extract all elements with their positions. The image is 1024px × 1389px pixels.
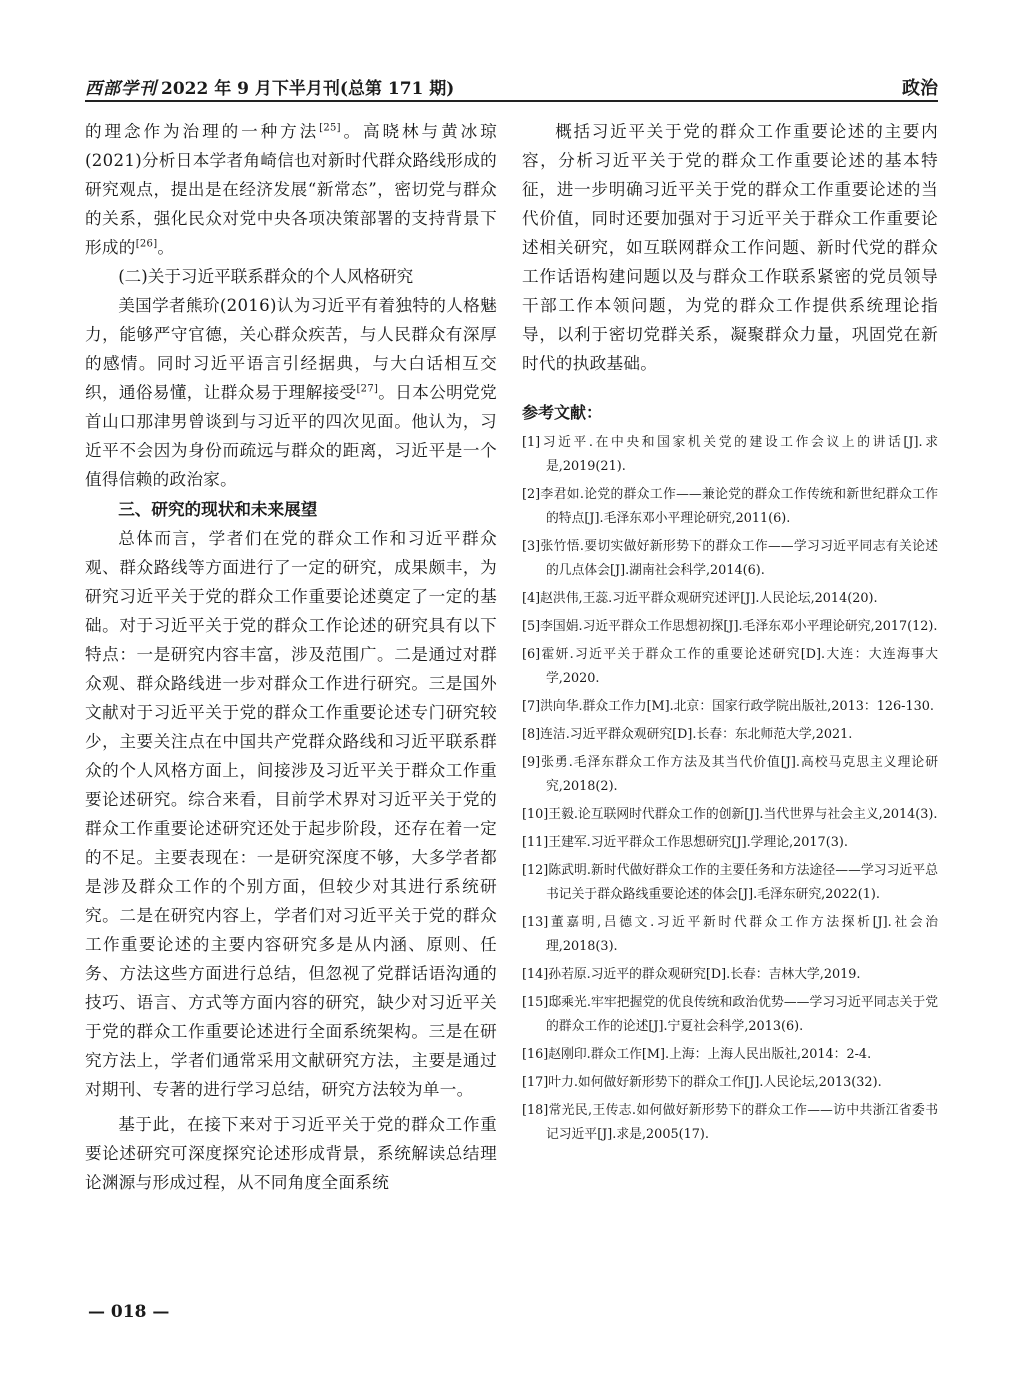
section-label: 政治 [902,78,938,99]
reference-item: [5]李国娟.习近平群众工作思想初探[J].毛泽东邓小平理论研究,2017(12). [522,619,938,634]
page-number: — 018 — [88,1302,170,1322]
reference-item: [4]赵洪伟,王蕊.习近平群众观研究述评[J].人民论坛,2014(20). [522,591,878,606]
reference-item: [14]孙若原.习近平的群众观研究[D].长春：吉林大学,2019. [522,967,861,982]
reference-item: [11]王建军.习近平群众工作思想研究[J].学理论,2017(3). [522,835,848,850]
reference-item: [2]李君如.论党的群众工作——兼论党的群众工作传统和新世纪群众工作的特点[J].毛泽东邓小平理论研究,2011(6). [522,487,938,526]
paragraph-5: 概括习近平关于党的群众工作重要论述的主要内容，分析习近平关于党的群众工作重要论述的基本特征，进一步明确习近平关于党的群众工作重要论述的当代价值，同时还要加强对于习近平关于群众工作重要论述相关研究，如互联网群众工作问题、新时代党的群众工作话语构建问题以及与群众工作联系紧密的党员领导干部工作本领问题，为党的群众工作提供系统理论指导，以利于密切党群关系，凝聚群众力量，巩固党在新时代的执政基础。 [522,122,938,373]
reference-item: [16]赵刚印.群众工作[M].上海：上海人民出版社,2014：2-4. [522,1047,872,1062]
right-column [522,117,938,1151]
left-column [85,117,497,1197]
section-heading-3: 三、研究的现状和未来展望 [118,499,318,519]
paragraph-1 [85,117,497,262]
paragraph-3: 总体而言，学者们在党的群众工作和习近平群众观、群众路线等方面进行了一定的研究，成果颇丰，为研究习近平关于党的群众工作重要论述奠定了一定的基础。对于习近平关于党的群众工作论述的研究具有以下特点：一是研究内容丰富，涉及范围广。二是通过对群众观、群众路线进一步对群众工作进行研究。三是国外文献对于习近平关于党的群众工作重要论述专门研究较少，主要关注点在中国共产党群众路线和习近平联系群众的个人风格方面上，间接涉及习近平关于群众工作重要论述研究。综合来看，目前学术界对习近平关于党的群众工作重要论述研究还处于起步阶段，还存在着一定的不足。主要表现在：一是研究深度不够，大多学者都是涉及群众工作的个别方面，但较少对其进行系统研究。二是在研究内容上，学者们对习近平关于党的群众工作重要论述的主要内容研究多是从内涵、原则、任务、方法这些方面进行总结，但忽视了党群话语沟通的技巧、语言、方式等方面内容的研究，缺少对习近平关于党的群众工作重要论述进行全面系统架构。三是在研究方法上，学者们通常采用文献研究方法，主要是通过对期刊、专著的进行学习总结，研究方法较为单一。 [85,529,497,1099]
reference-item: [15]邸乘光.牢牢把握党的优良传统和政治优势——学习习近平同志关于党的群众工作的论述[J].宁夏社会科学,2013(6). [522,995,938,1034]
paragraph-1-text: 的理念作为治理的一种方法 [85,122,320,141]
reference-item: [18]常光民,王传志.如何做好新形势下的群众工作——访中共浙江省委书记习近平[J].求是,2005(17). [522,1103,938,1142]
paragraph-1-text-b: 。高晓林与黄冰琼(2021)分析日本学者角崎信也对新时代群众路线形成的研究观点，提出是在经济发展“新常态”，密切党与群众的关系，强化民众对党中央各项决策部署的支持背景下形成的 [85,122,497,257]
issue-info: 2022 年 9 月下半月刊(总第 171 期) [161,79,455,99]
citation-25: [25] [319,122,341,134]
paragraph-2-text: 美国学者熊玠(2016)认为习近平有着独特的人格魅力，能够严守官德，关心群众疾苦，与人民群众有深厚的感情。同时习近平语言引经据典，与大白话相互交织，通俗易懂，让群众易于理解接受 [85,296,497,402]
journal-masthead [85,74,454,99]
paragraph-4: 基于此，在接下来对于习近平关于党的群众工作重要论述研究可深度探究论述形成背景，系统解读总结理论渊源与形成过程，从不同角度全面系统 [85,1115,497,1192]
references-list [522,431,938,1147]
reference-item: [1]习近平.在中央和国家机关党的建设工作会议上的讲话[J].求是,2019(21). [522,435,938,474]
references-title: 参考文献： [522,403,603,422]
journal-logo: 西部学刊 [85,79,157,99]
paragraph-2 [85,291,497,494]
reference-item: [3]张竹悟.要切实做好新形势下的群众工作——学习习近平同志有关论述的几点体会[J].湖南社会科学,2014(6). [522,539,938,578]
reference-item: [8]连洁.习近平群众观研究[D].长春：东北师范大学,2021. [522,727,853,742]
citation-27: [27] [356,383,379,395]
header-rule [85,100,938,102]
subsection-heading-2: (二)关于习近平联系群众的个人风格研究 [118,267,414,286]
page-header [85,72,938,102]
reference-item: [12]陈武明.新时代做好群众工作的主要任务和方法途径——学习习近平总书记关于群众路线重要论述的体会[J].毛泽东研究,2022(1). [522,863,938,902]
reference-item: [10]王毅.论互联网时代群众工作的创新[J].当代世界与社会主义,2014(3). [522,807,938,822]
paragraph-1-end: 。 [157,238,175,257]
citation-26: [26] [135,238,158,250]
reference-item: [6]霍妍.习近平关于群众工作的重要论述研究[D].大连：大连海事大学,2020. [522,647,938,686]
reference-item: [7]洪向华.群众工作力[M].北京：国家行政学院出版社,2013：126-130. [522,699,934,714]
paragraph-2-text-b: 。日本公明党党首山口那津男曾谈到与习近平的四次见面。他认为，习近平不会因为身份而疏远与群众的距离，习近平是一个值得信赖的政治家。 [85,383,497,489]
reference-item: [13]董嘉明,吕德文.习近平新时代群众工作方法探析[J].社会治理,2018(3). [522,915,938,954]
reference-item: [17]叶力.如何做好新形势下的群众工作[J].人民论坛,2013(32). [522,1075,882,1090]
reference-item: [9]张勇.毛泽东群众工作方法及其当代价值[J].高校马克思主义理论研究,2018(2). [522,755,938,794]
